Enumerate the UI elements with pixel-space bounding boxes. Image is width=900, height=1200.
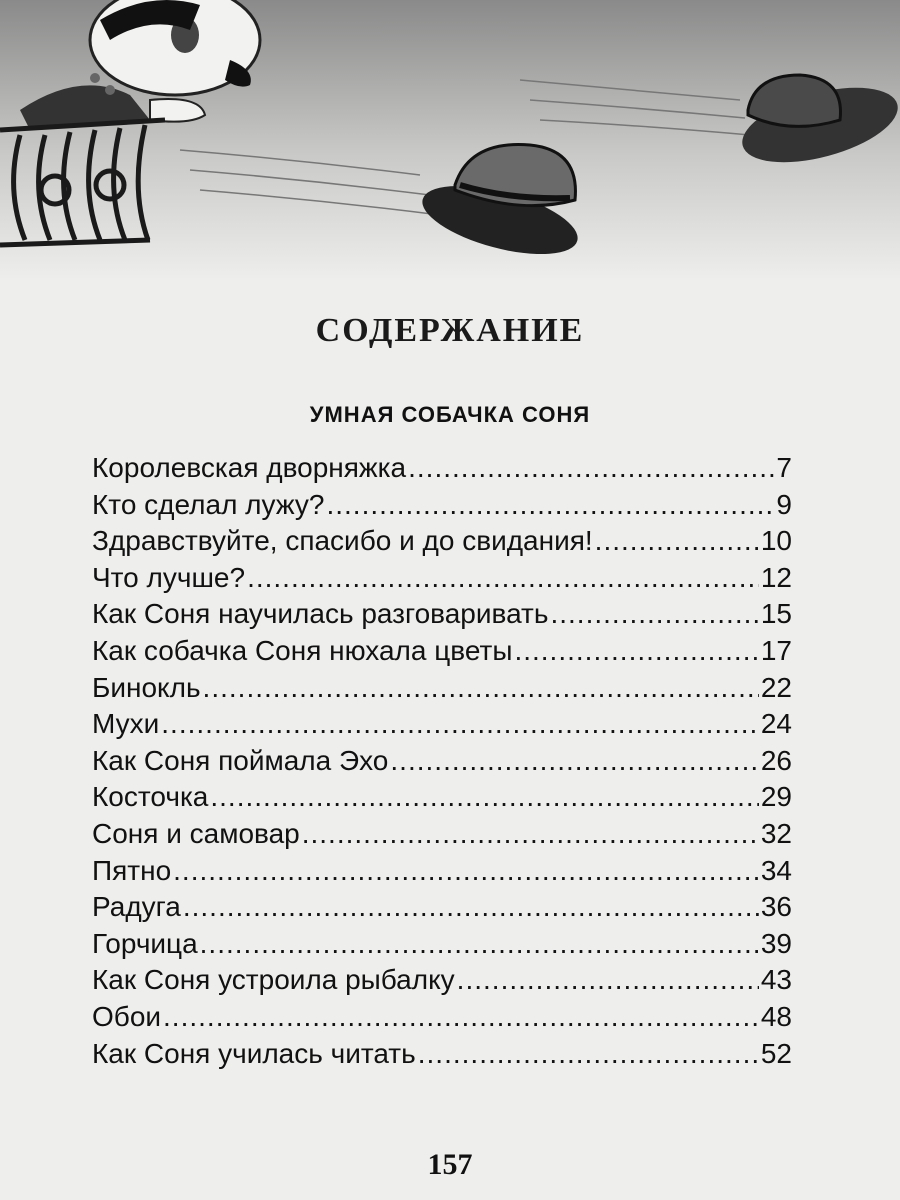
toc-entry-page: 43 <box>760 964 792 996</box>
toc-entry-page: 24 <box>760 708 792 740</box>
toc-entry-page: 48 <box>760 1000 792 1032</box>
toc-entry <box>92 523 792 560</box>
toc-entry <box>92 853 792 890</box>
dot-leader <box>203 670 759 706</box>
toc-entry <box>92 889 792 926</box>
toc-entry-title: Как Соня научилась разговаривать <box>92 598 549 630</box>
toc-entry-page: 22 <box>760 671 792 703</box>
toc-entry-title: Бинокль <box>92 671 201 703</box>
toc-entry <box>92 670 792 707</box>
toc-entry-title: Радуга <box>92 891 181 923</box>
toc-entry-title: Королевская дворняжка <box>92 452 407 483</box>
dot-leader <box>408 450 774 486</box>
toc-entry-page: 15 <box>760 598 792 630</box>
contents-heading: СОДЕРЖАНИЕ <box>315 312 585 349</box>
dot-leader <box>163 999 759 1035</box>
toc-entry-page: 9 <box>776 488 792 520</box>
dot-leader <box>390 743 758 779</box>
toc-entry-page: 10 <box>760 525 792 557</box>
dot-leader <box>173 853 759 889</box>
toc-entry-title: Здравствуйте, спасибо и до свидания! <box>92 525 593 557</box>
dot-leader <box>326 487 774 523</box>
toc-entry-page: 7 <box>776 452 792 483</box>
toc-entry <box>92 999 792 1036</box>
toc-entry-title: Как Соня училась читать <box>92 1037 416 1069</box>
dot-leader <box>550 596 758 632</box>
page-number: 157 <box>427 1148 473 1181</box>
toc-entry-title: Как Соня устроила рыбалку <box>92 964 455 996</box>
dot-leader <box>457 962 759 998</box>
toc-entry-page: 17 <box>760 634 792 666</box>
toc-entry-page: 39 <box>760 927 792 959</box>
dot-leader <box>247 560 759 596</box>
toc-entry-title: Мухи <box>92 708 160 740</box>
toc-entry <box>92 596 792 633</box>
dot-leader <box>514 633 758 669</box>
dot-leader <box>418 1036 759 1072</box>
toc-entry <box>92 779 792 816</box>
dot-leader <box>595 523 759 559</box>
toc-entry <box>92 487 792 524</box>
toc-entry <box>92 560 792 597</box>
toc-entry <box>92 926 792 963</box>
dot-leader <box>210 779 758 815</box>
toc-entry-title: Кто сделал лужу? <box>92 488 325 520</box>
toc-entry-page: 32 <box>760 817 792 849</box>
toc-entry-title: Обои <box>92 1000 162 1032</box>
toc-entry-page: 26 <box>760 744 792 776</box>
toc-entry <box>92 962 792 999</box>
dot-leader <box>161 706 759 742</box>
toc-entry-title: Пятно <box>92 854 172 886</box>
dot-leader <box>200 926 759 962</box>
header-illustration <box>0 0 900 280</box>
toc-entry-title: Соня и самовар <box>92 817 300 849</box>
toc-entry <box>92 1036 792 1073</box>
toc-entry-page: 34 <box>760 854 792 886</box>
table-of-contents <box>92 450 792 1072</box>
toc-entry-title: Горчица <box>92 927 198 959</box>
toc-entry-title: Косточка <box>92 781 209 813</box>
toc-entry <box>92 816 792 853</box>
toc-entry <box>92 743 792 780</box>
toc-entry-title: Как Соня поймала Эхо <box>92 744 389 776</box>
toc-entry-page: 36 <box>760 891 792 923</box>
toc-entry-page: 12 <box>760 561 792 593</box>
toc-entry-page: 29 <box>760 781 792 813</box>
section-title: УМНАЯ СОБАЧКА СОНЯ <box>309 402 591 427</box>
toc-entry-title: Что лучше? <box>92 561 246 593</box>
toc-entry <box>92 633 792 670</box>
toc-entry-title: Как собачка Соня нюхала цветы <box>92 634 513 666</box>
toc-entry <box>92 706 792 743</box>
dog-and-hats-illustration <box>0 0 900 280</box>
toc-entry-page: 52 <box>760 1037 792 1069</box>
dot-leader <box>183 889 759 925</box>
dot-leader <box>302 816 759 852</box>
toc-entry <box>92 450 792 487</box>
